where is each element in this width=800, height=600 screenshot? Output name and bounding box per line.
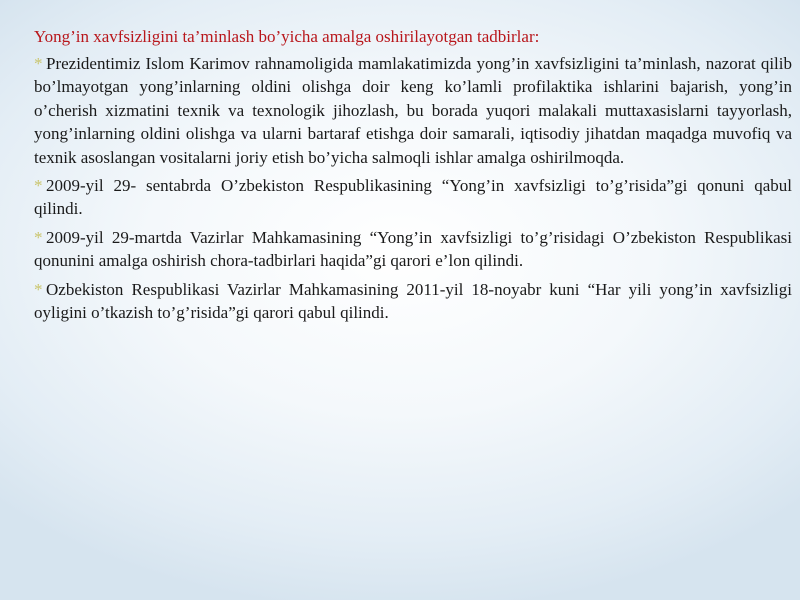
bullet-star-icon: *: [34, 279, 43, 299]
bullet-item-1: [34, 52, 792, 169]
bullet-item-3: [34, 226, 792, 273]
bullet-list: [34, 52, 792, 324]
bullet-text-2: 2009-yil 29- sentabrda O’zbekiston Respublikasining “Yong’in xavfsizligi to’g’risida”gi qonuni qabul qilindi.: [34, 176, 792, 219]
bullet-item-4: [34, 278, 792, 325]
bullet-star-icon: *: [34, 176, 43, 196]
bullet-star-icon: *: [34, 54, 43, 73]
bullet-text-1: Prezidentimiz Islom Karimov rahnamoligida mamlakatimizda yong’in xavfsizligini ta’minlash, nazorat qilib bo’lmayotgan yong’inlarning oldini olishga doir keng ko’lamli profilaktika ishlarini bajarish, yong’in o’cherish xizmatini texnik va texnologik jihozlash, bu borada yuqori malakali muttaxasislarni tayyorlash, yong’inlarning oldini olishga va ularni bartaraf etishga doir samarali, iqtisodiy jihatdan maqadga muvofiq va texnik asoslangan vositalarni joriy etish bo’yicha salmoqli ishlar amalga oshirilmoqda.: [34, 54, 792, 167]
bullet-item-2: [34, 174, 792, 221]
bullet-star-icon: *: [34, 227, 43, 247]
slide-heading: Yong’in xavfsizligini ta’minlash bo’yicha amalga oshirilayotgan tadbirlar:: [34, 27, 540, 46]
slide-content: [34, 26, 792, 329]
bullet-text-4: Ozbekiston Respublikasi Vazirlar Mahkamasining 2011-yil 18-noyabr kuni “Har yili yong’in xavfsizligi oyligini o’tkazish to’g’risida”gi qarori qabul qilindi.: [34, 279, 792, 323]
bullet-text-3: 2009-yil 29-martda Vazirlar Mahkamasining “Yong’in xavfsizligi to’g’risidagi O’zbekiston Respublikasi qonunini amalga oshirish chora-tadbirlari haqida”gi qarori e’lon qilindi.: [34, 227, 792, 271]
